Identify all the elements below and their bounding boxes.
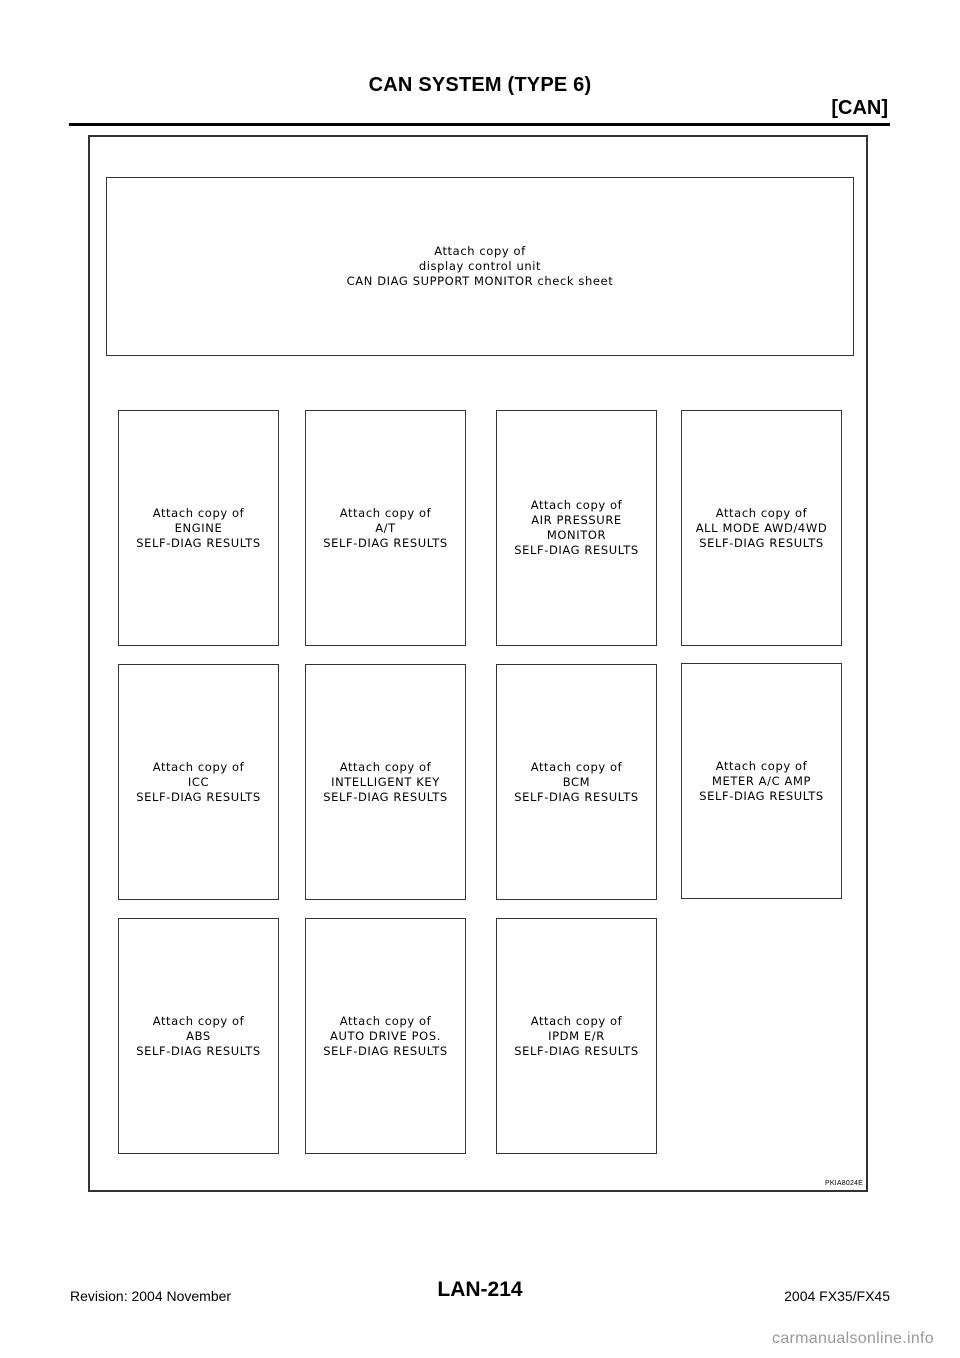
- display-control-unit-box: [106, 177, 854, 356]
- all-mode-awd-label: Attach copy of ALL MODE AWD/4WD SELF-DIAG RESULTS: [695, 505, 828, 550]
- intelligent-key-label: Attach copy of INTELLIGENT KEY SELF-DIAG RESULTS: [323, 759, 448, 804]
- page-title: CAN SYSTEM (TYPE 6): [368, 74, 592, 96]
- page-number: LAN-214: [437, 1278, 523, 1301]
- abs-box: [118, 918, 279, 1154]
- intelligent-key-box: [305, 664, 466, 900]
- icc-box: [118, 664, 279, 900]
- auto-drive-pos-label: Attach copy of AUTO DRIVE POS. SELF-DIAG RESULTS: [323, 1013, 448, 1058]
- at-box: [305, 410, 466, 646]
- auto-drive-pos-box: [305, 918, 466, 1154]
- air-pressure-monitor-box: [496, 410, 657, 646]
- ipdm-er-label: Attach copy of IPDM E/R SELF-DIAG RESULTS: [514, 1013, 639, 1058]
- air-pressure-monitor-label: Attach copy of AIR PRESSURE MONITOR SELF-DIAG RESULTS: [514, 498, 639, 557]
- meter-ac-amp-label: Attach copy of METER A/C AMP SELF-DIAG RESULTS: [699, 758, 824, 803]
- watermark: carmanualsonline.info: [772, 1330, 934, 1347]
- display-control-unit-label: Attach copy of display control unit CAN DIAG SUPPORT MONITOR check sheet: [346, 244, 614, 288]
- section-tag: [CAN]: [831, 97, 888, 119]
- icc-label: Attach copy of ICC SELF-DIAG RESULTS: [136, 759, 261, 804]
- header-rule: [69, 123, 890, 126]
- engine-label: Attach copy of ENGINE SELF-DIAG RESULTS: [136, 505, 261, 550]
- meter-ac-amp-box: [681, 663, 842, 899]
- figure-id: PKIA8024E: [825, 1180, 863, 1187]
- bcm-box: [496, 664, 657, 900]
- engine-box: [118, 410, 279, 646]
- model-name: 2004 FX35/FX45: [784, 1288, 890, 1304]
- all-mode-awd-box: [681, 410, 842, 646]
- bcm-label: Attach copy of BCM SELF-DIAG RESULTS: [514, 759, 639, 804]
- abs-label: Attach copy of ABS SELF-DIAG RESULTS: [136, 1013, 261, 1058]
- revision-date: Revision: 2004 November: [70, 1288, 232, 1304]
- at-label: Attach copy of A/T SELF-DIAG RESULTS: [323, 505, 448, 550]
- ipdm-er-box: [496, 918, 657, 1154]
